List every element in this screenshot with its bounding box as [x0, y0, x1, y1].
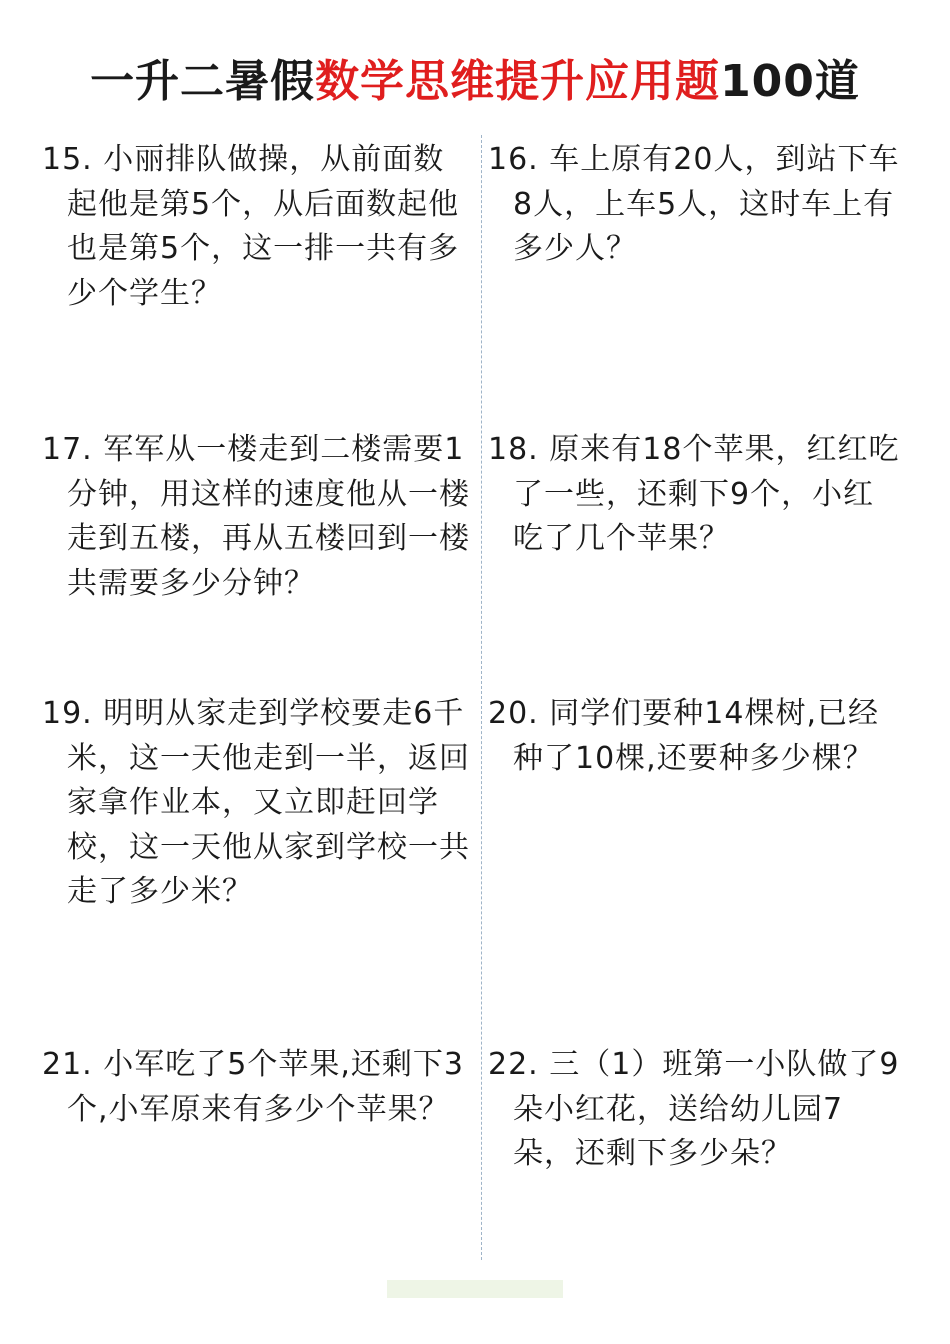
problem-number: 18.	[488, 432, 539, 467]
problem-text: 军军从一楼走到二楼需要1分钟，用这样的速度他从一楼走到五楼，再从五楼回到一楼共需要多少分钟？	[67, 432, 470, 601]
problem-number: 20.	[488, 696, 539, 731]
title-highlight: 数学思维提升应用题	[315, 56, 721, 107]
problem-text: 原来有18个苹果，红红吃了一些，还剩下9个，小红吃了几个苹果？	[513, 432, 900, 556]
problem-text: 三（1）班第一小队做了9朵小红花，送给幼儿园7朵，还剩下多少朵？	[513, 1047, 900, 1171]
problem-19	[42, 692, 470, 915]
problem-number: 16.	[488, 142, 539, 177]
problem-number: 21.	[42, 1047, 93, 1082]
problem-17	[42, 428, 470, 606]
problem-text: 车上原有20人，到站下车8人，上车5人，这时车上有多少人？	[513, 142, 900, 266]
title-prefix: 一升二暑假	[90, 56, 316, 107]
problem-number: 15.	[42, 142, 93, 177]
problem-20	[488, 692, 904, 781]
problem-22	[488, 1043, 904, 1177]
problem-number: 19.	[42, 696, 93, 731]
problem-number: 17.	[42, 432, 93, 467]
problem-text: 小军吃了5个苹果,还剩下3个,小军原来有多少个苹果？	[67, 1047, 464, 1127]
problem-21	[42, 1043, 470, 1132]
problem-18	[488, 428, 904, 562]
page-title	[0, 52, 950, 112]
problem-text: 同学们要种14棵树,已经种了10棵,还要种多少棵？	[513, 696, 879, 776]
problem-15	[42, 138, 470, 316]
problem-text: 明明从家走到学校要走6千米，这一天他走到一半，返回家拿作业本，又立即赶回学校，这一天他从家到学校一共走了多少米？	[67, 696, 470, 909]
problem-number: 22.	[488, 1047, 539, 1082]
problem-text: 小丽排队做操，从前面数起他是第5个，从后面数起他也是第5个，这一排一共有多少个学生？	[67, 142, 460, 311]
problem-16	[488, 138, 904, 272]
footer-bar	[387, 1280, 563, 1298]
column-divider	[481, 135, 482, 1260]
title-suffix: 100道	[720, 56, 860, 107]
